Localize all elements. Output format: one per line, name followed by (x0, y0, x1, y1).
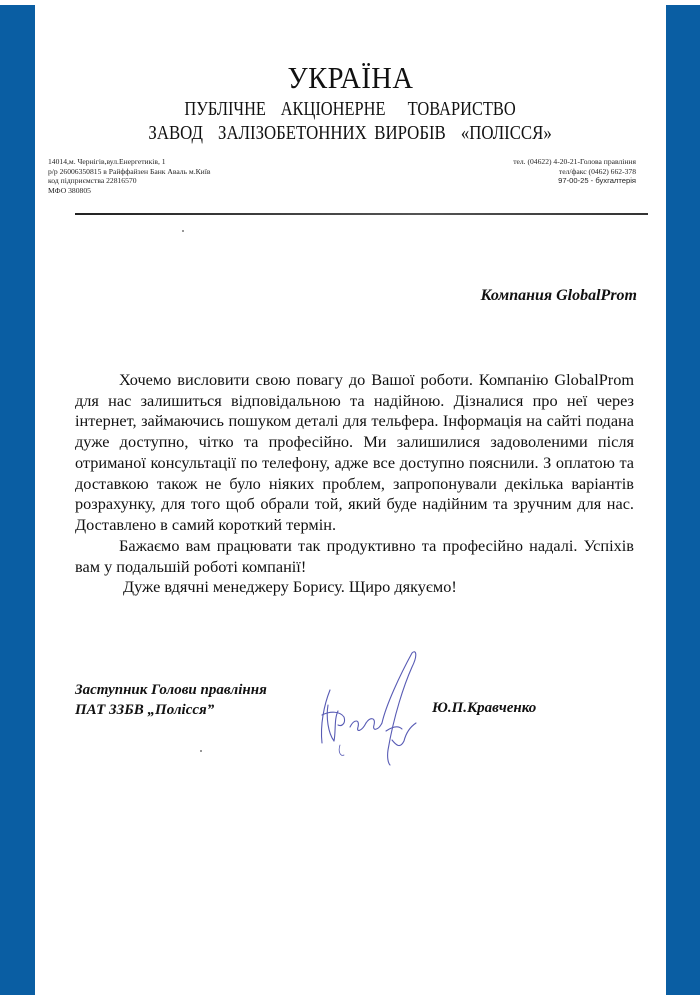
address-line: 14014,м. Чернігів,вул.Енергетиків, 1 (48, 157, 166, 166)
handwritten-signature (300, 645, 430, 770)
letter-paragraph-1 (75, 370, 634, 536)
recipient: Компания GlobalProm (480, 287, 637, 304)
scan-speck (200, 750, 202, 752)
paragraph-text: Хочемо висловити свою повагу до Вашої роботи. Компанію GlobalProm для нас залишиться відповідальною та надійною. Дізналися про неї через інтернет, займаючись пошуком деталі для тельфера. Інформація на сайті подана дуже доступно, чітко та професійно. Ми залишилися задоволеними після отриманої консультації по телефону, адже все доступно пояснили. З оплатою та доставкою також не було ніяких проблем, запропонували декілька варіантів розрахунку, для того щоб обрали той, який буде надійним та зручним для нас. Доставлено в самий короткий термін. (75, 370, 634, 534)
accounting-phone-line: 97-00-25 - бухгалтерія (558, 176, 636, 186)
letter-page (35, 0, 666, 1000)
org-line1-text: ПУБЛІЧНЕ АКЦІОНЕРНЕ ТОВАРИСТВО (184, 98, 517, 120)
mfo-line: МФО 380805 (48, 185, 91, 195)
letter-paragraph-3 (75, 577, 634, 598)
paragraph-text: Дуже вдячні менеджеру Борису. Щиро дякуємо! (123, 577, 457, 596)
scan-speck (182, 230, 184, 232)
right-blue-border (666, 5, 700, 995)
contacts-block (513, 157, 636, 186)
paragraph-text: Бажаємо вам працювати так продуктивно та професійно надалі. Успіхів вам у подальшій роботі компанії! (75, 536, 634, 576)
letter-paragraph-2 (75, 536, 634, 577)
bank-account-line: р/р 26006350815 в Райффайзен Банк Аваль м.Київ (48, 166, 211, 176)
letterhead-country (35, 60, 666, 96)
fax-line: тел/факс (0462) 662-378 (558, 166, 636, 176)
signatory-name: Ю.П.Кравченко (432, 700, 537, 716)
address-block (48, 157, 210, 195)
country-text: УКРАЇНА (287, 60, 414, 95)
signatory-company: ПАТ ЗЗБВ „Полісся” (75, 702, 215, 718)
left-blue-border (0, 5, 35, 995)
signatory-title (75, 680, 267, 720)
phone-line: тел. (04622) 4-20-21-Голова правління (513, 157, 636, 166)
org-line2-text: ЗАВОД ЗАЛІЗОБЕТОННИХ ВИРОБІВ «ПОЛІССЯ» (148, 122, 553, 144)
letterhead-divider (75, 213, 648, 215)
signatory-position: Заступник Голови правління (75, 682, 267, 698)
letterhead-org-line1 (35, 98, 666, 121)
letterhead-org-line2 (35, 122, 666, 145)
company-code-line: код підприємства 22816570 (48, 176, 137, 186)
